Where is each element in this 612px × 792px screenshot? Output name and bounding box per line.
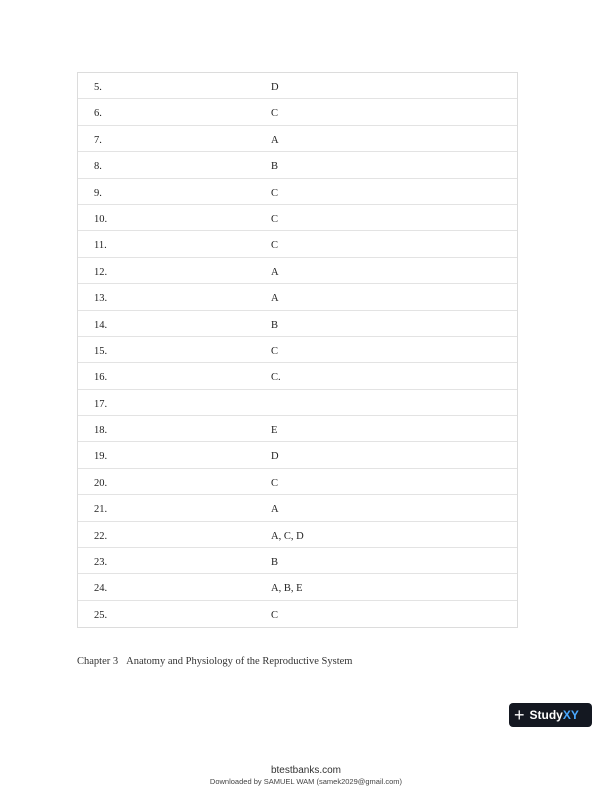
answer-value: C: [271, 108, 279, 120]
question-number: 18.: [94, 425, 108, 437]
answer-value: C: [271, 609, 279, 621]
table-row: [78, 522, 517, 548]
answer-value: D: [271, 451, 279, 463]
answer-value: C.: [271, 372, 281, 384]
answer-value: C: [271, 345, 279, 357]
table-row: [78, 495, 517, 521]
question-number: 9.: [94, 187, 102, 199]
table-row: [78, 179, 517, 205]
answer-value: B: [271, 161, 279, 173]
answer-value: E: [271, 425, 278, 437]
footer-site: btestbanks.com: [270, 765, 342, 776]
question-number: 13.: [94, 293, 108, 305]
question-number: 25.: [94, 609, 108, 621]
question-number: 12.: [94, 266, 108, 278]
question-number: 20.: [94, 477, 108, 489]
table-row: [78, 574, 517, 600]
table-row: [78, 442, 517, 468]
answer-table: [77, 72, 518, 628]
table-row: [78, 99, 517, 125]
question-number: 10.: [94, 213, 108, 225]
table-row: [78, 601, 517, 627]
table-row: [78, 416, 517, 442]
answer-value: A: [271, 293, 279, 305]
question-number: 21.: [94, 504, 108, 516]
answer-value: B: [271, 319, 279, 331]
answer-value: A: [271, 504, 279, 516]
question-number: 11.: [94, 240, 107, 252]
question-number: 15.: [94, 345, 108, 357]
table-row: [78, 152, 517, 178]
answer-value: D: [271, 82, 279, 93]
table-row: [78, 337, 517, 363]
question-number: 5.: [94, 82, 102, 93]
answer-value: A, C, D: [271, 530, 304, 542]
footer-downloaded-by: Downloaded by SAMUEL WAM (samek2029@gmail.com): [209, 777, 403, 786]
brand-accent: XY: [562, 708, 579, 722]
table-row: [78, 126, 517, 152]
table-row: [78, 311, 517, 337]
table-row: [78, 231, 517, 257]
answer-value: C: [271, 187, 279, 199]
answer-value: C: [271, 240, 279, 252]
chapter-title: Anatomy and Physiology of the Reproductive System: [126, 656, 353, 667]
table-row: [78, 390, 517, 416]
answer-value: C: [271, 477, 279, 489]
question-number: 6.: [94, 108, 102, 120]
question-number: 17.: [94, 398, 108, 410]
question-number: 22.: [94, 530, 108, 542]
question-number: 16.: [94, 372, 108, 384]
studyxy-badge[interactable]: [509, 703, 592, 727]
question-number: 23.: [94, 557, 108, 569]
answer-value: B: [271, 557, 279, 569]
table-row: [78, 363, 517, 389]
table-row: [78, 73, 517, 99]
chapter-label: Chapter 3: [77, 656, 119, 667]
answer-value: C: [271, 213, 279, 225]
table-row: [78, 284, 517, 310]
table-row: [78, 258, 517, 284]
brand-main: Study: [529, 708, 563, 722]
question-number: 19.: [94, 451, 108, 463]
table-row: [78, 548, 517, 574]
chapter-footer: [77, 656, 352, 667]
table-row: [78, 469, 517, 495]
plus-icon: +: [514, 705, 525, 725]
question-number: 24.: [94, 583, 108, 595]
table-row: [78, 205, 517, 231]
answer-value: A: [271, 134, 279, 146]
question-number: 7.: [94, 134, 102, 146]
question-number: 14.: [94, 319, 108, 331]
answer-value: A: [271, 266, 279, 278]
answer-value: A, B, E: [271, 583, 303, 595]
question-number: 8.: [94, 161, 102, 173]
